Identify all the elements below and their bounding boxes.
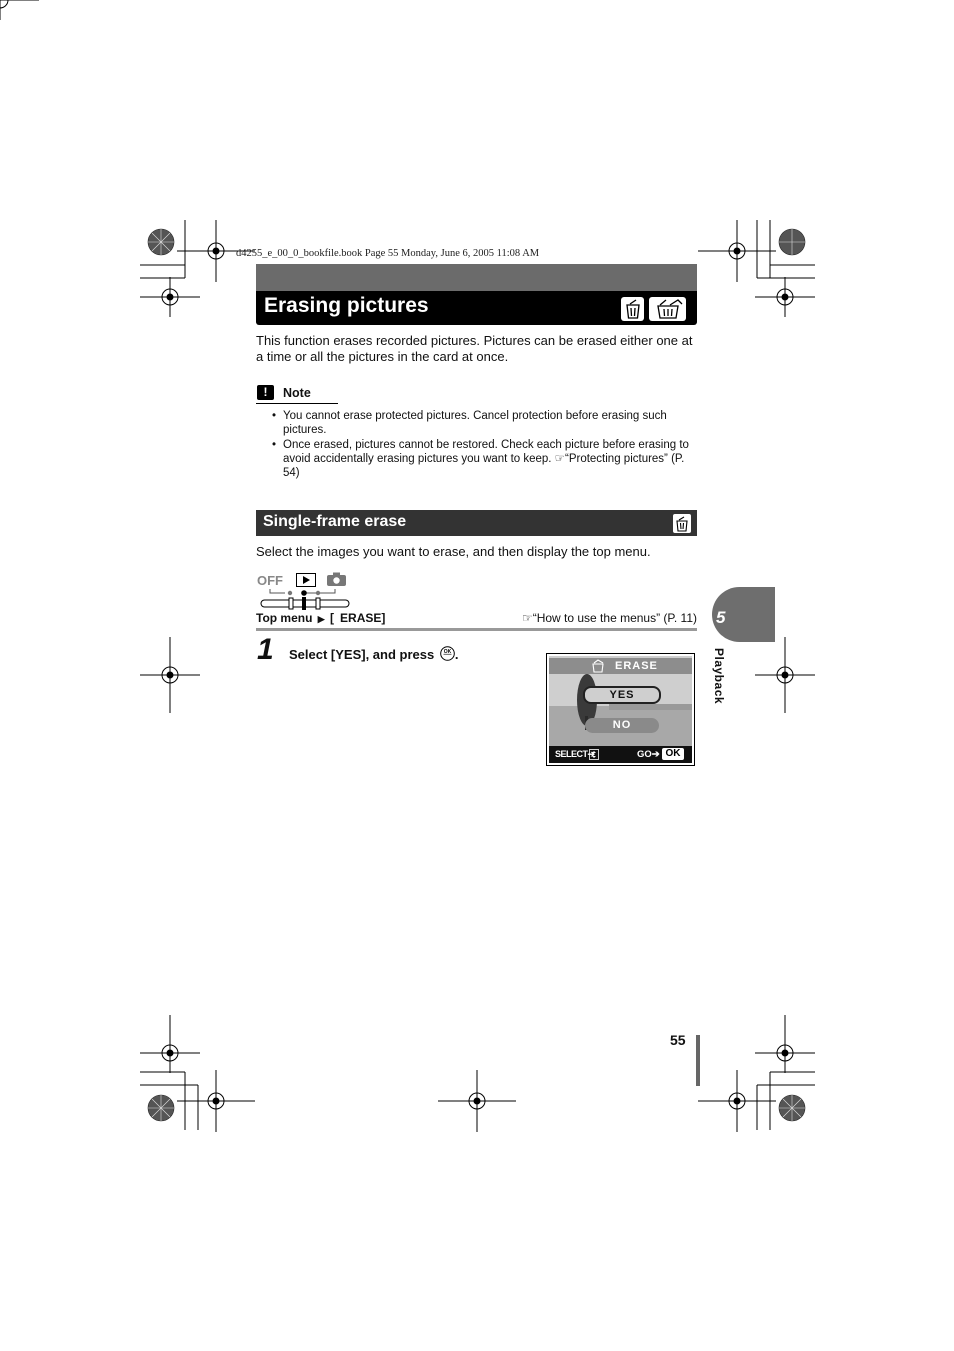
screen-title: ERASE — [615, 660, 658, 672]
mode-slider-icon — [256, 587, 352, 611]
playback-icon — [296, 573, 316, 587]
camera-icon — [326, 572, 347, 587]
page-title: Erasing pictures — [264, 294, 429, 317]
menu-path-arrow: ▶ — [317, 614, 325, 624]
camera-screen — [546, 653, 695, 766]
mode-off-label: OFF — [257, 573, 283, 588]
note-warning-icon: ! — [257, 385, 274, 400]
page-number-bar — [696, 1035, 700, 1086]
menu-path-rule — [256, 628, 697, 631]
step-text: Select [YES], and press — [289, 647, 435, 662]
all-erase-icon — [590, 659, 606, 673]
screen-footer — [549, 746, 692, 763]
menu-path-item: [ ERASE] — [330, 611, 386, 625]
menu-reference: ☞“How to use the menus” (P. 11) — [521, 611, 697, 625]
page-number: 55 — [670, 1032, 686, 1048]
single-erase-icon — [621, 297, 644, 321]
note-label: Note — [283, 386, 311, 400]
step-text-end: . — [454, 647, 459, 662]
file-header: d4255_e_00_0_bookfile.book Page 55 Monday, June 6, 2005 11:08 AM — [236, 248, 540, 259]
step-instruction — [289, 646, 458, 662]
intro-paragraph: This function erases recorded pictures. Pictures can be erased either one at a time or all the pictures in the card at once. — [256, 333, 693, 364]
no-option[interactable]: NO — [585, 718, 659, 733]
dpad-icon — [589, 749, 599, 760]
chapter-label: Playback — [712, 648, 726, 705]
menu-path — [256, 611, 385, 625]
all-erase-icon — [649, 297, 686, 321]
menu-path-prefix: Top menu — [256, 611, 313, 625]
step-number: 1 — [257, 633, 274, 666]
chapter-number: 5 — [716, 608, 726, 627]
ok-key: OK — [662, 748, 684, 760]
go-hint: GO➔ — [637, 749, 660, 760]
note-list — [272, 409, 698, 481]
section-title: Single-frame erase — [263, 513, 407, 530]
list-item: • Once erased, pictures cannot be restored. Check each picture before erasing to avoid accidentally erasing pictures you want to keep. ☞“Protecting pictures” (P. 54) — [272, 438, 698, 480]
svg-text:OK: OK — [443, 649, 452, 655]
select-hint: SELECT➔ — [555, 749, 595, 759]
yes-option[interactable]: YES — [583, 686, 661, 704]
ok-button-icon — [440, 646, 455, 661]
list-item: • You cannot erase protected pictures. Cancel protection before erasing such pictures. — [272, 409, 698, 437]
section-intro: Select the images you want to erase, and then display the top menu. — [256, 544, 651, 559]
single-erase-icon — [673, 514, 691, 533]
title-top-band — [256, 264, 697, 291]
